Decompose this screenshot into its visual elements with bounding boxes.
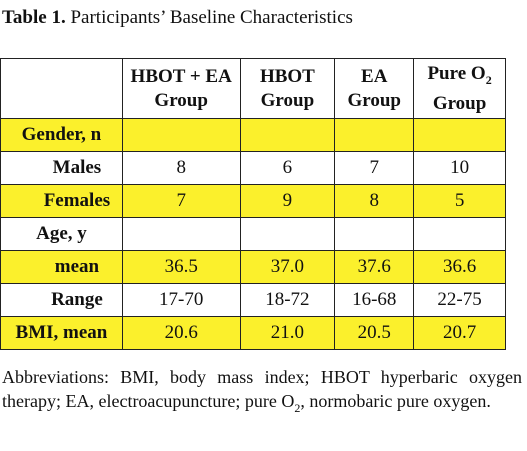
table-cell <box>414 218 506 251</box>
table-header-row <box>1 59 506 119</box>
footnote-text: Abbreviations: BMI, body mass index; HBOT hyperbaric oxygen therapy; EA, electroacupuncture; pure O <box>2 367 522 411</box>
table-row-males <box>1 152 506 185</box>
table-cell: 10 <box>414 152 506 185</box>
table-cell: 20.7 <box>414 317 506 350</box>
table-cell: 22-75 <box>414 284 506 317</box>
table-row-females <box>1 185 506 218</box>
table-cell: 8 <box>122 152 240 185</box>
table-row-age <box>1 218 506 251</box>
table-cell: 9 <box>240 185 335 218</box>
table-cell: 20.5 <box>335 317 414 350</box>
table-row-bmi <box>1 317 506 350</box>
table-cell <box>414 119 506 152</box>
table-cell <box>122 218 240 251</box>
row-label: Age, y <box>1 218 123 251</box>
table-caption <box>2 6 353 30</box>
table-caption-title: Participants’ Baseline Characteristics <box>70 7 353 28</box>
header-pure-o2-group <box>414 59 506 119</box>
table-cell: 37.6 <box>335 251 414 284</box>
table-cell <box>240 119 335 152</box>
row-label: mean <box>1 251 123 284</box>
header-ea-group <box>335 59 414 119</box>
table-row-gender <box>1 119 506 152</box>
header-line: EA <box>361 65 388 87</box>
table-cell: 7 <box>122 185 240 218</box>
header-hbot-group <box>240 59 335 119</box>
table-cell <box>335 218 414 251</box>
table-footnote <box>2 365 522 420</box>
header-corner-cell <box>1 59 123 119</box>
header-line: Group <box>260 89 315 111</box>
header-line: HBOT <box>259 65 315 87</box>
header-line: Group <box>347 89 401 111</box>
table-cell: 18-72 <box>240 284 335 317</box>
table-cell <box>335 119 414 152</box>
row-label: Females <box>1 185 123 218</box>
subscript: 2 <box>294 401 301 415</box>
table-cell <box>122 119 240 152</box>
table-cell: 8 <box>335 185 414 218</box>
table-cell: 7 <box>335 152 414 185</box>
table-row-range <box>1 284 506 317</box>
subscript: 2 <box>485 72 492 87</box>
row-label: Males <box>1 152 123 185</box>
row-label: BMI, mean <box>1 317 123 350</box>
table-cell: 6 <box>240 152 335 185</box>
table-cell: 21.0 <box>240 317 335 350</box>
header-line <box>414 62 505 92</box>
header-hbot-ea-group <box>122 59 240 119</box>
table-cell: 17-70 <box>122 284 240 317</box>
table-cell: 36.6 <box>414 251 506 284</box>
row-label: Gender, n <box>1 119 123 152</box>
header-line: Group <box>432 92 487 114</box>
baseline-characteristics-table <box>0 58 506 350</box>
footnote-text-end: , normobaric pure oxygen. <box>300 391 491 411</box>
row-label: Range <box>1 284 123 317</box>
header-line: HBOT + EA <box>130 65 232 87</box>
header-line: Group <box>154 89 208 111</box>
table-cell: 20.6 <box>122 317 240 350</box>
header-text: Pure O <box>427 62 486 84</box>
table-cell <box>240 218 335 251</box>
table-cell: 36.5 <box>122 251 240 284</box>
table-caption-label: Table 1. <box>2 7 66 28</box>
table-cell: 37.0 <box>240 251 335 284</box>
table-cell: 16-68 <box>335 284 414 317</box>
table-cell: 5 <box>414 185 506 218</box>
table-row-mean <box>1 251 506 284</box>
